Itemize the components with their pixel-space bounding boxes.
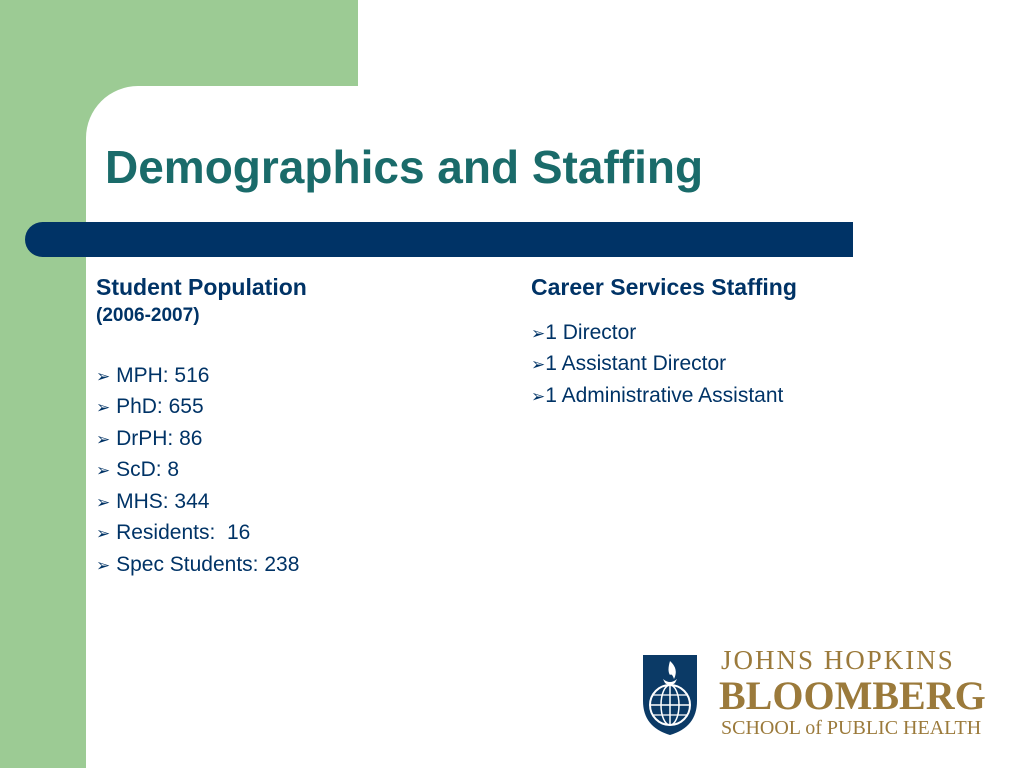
university-seal-icon	[637, 649, 703, 737]
list-item: ➢ MPH: 516	[96, 363, 210, 387]
arrow-bullet-icon: ➢	[96, 524, 111, 543]
career-services-list	[531, 318, 991, 413]
title-underline-bar	[25, 222, 853, 257]
list-item: ➢ DrPH: 86	[96, 426, 203, 450]
logo-line-bloomberg: BLOOMBERG	[719, 673, 986, 718]
list-item: ➢1 Director	[531, 320, 637, 344]
list-item: ➢ ScD: 8	[96, 458, 180, 481]
list-item: ➢ Residents: 16	[96, 521, 251, 544]
arrow-bullet-icon: ➢	[531, 323, 546, 343]
student-population-column	[96, 272, 496, 581]
slide-title: Demographics and Staffing	[105, 141, 704, 193]
arrow-bullet-icon: ➢	[531, 386, 546, 406]
list-item: ➢ Spec Students: 238	[96, 552, 300, 576]
career-services-heading: Career Services Staffing	[531, 274, 797, 300]
arrow-bullet-icon: ➢	[96, 398, 111, 417]
logo-line-school: SCHOOL of PUBLIC HEALTH	[721, 717, 982, 739]
list-item: ➢ MHS: 344	[96, 489, 210, 513]
student-population-heading: Student Population	[96, 274, 307, 300]
student-population-list	[96, 361, 496, 582]
list-item: ➢ PhD: 655	[96, 395, 204, 418]
student-population-year: (2006-2007)	[96, 304, 200, 326]
arrow-bullet-icon: ➢	[96, 555, 111, 575]
arrow-bullet-icon: ➢	[96, 366, 111, 386]
career-services-column	[531, 272, 991, 412]
logo-line-johns-hopkins: JOHNS HOPKINS	[721, 645, 955, 675]
list-item: ➢1 Assistant Director	[531, 352, 727, 375]
jhsph-logo	[637, 645, 987, 745]
arrow-bullet-icon: ➢	[96, 429, 111, 449]
list-item: ➢1 Administrative Assistant	[531, 383, 784, 407]
arrow-bullet-icon: ➢	[96, 492, 111, 512]
arrow-bullet-icon: ➢	[96, 461, 111, 480]
arrow-bullet-icon: ➢	[531, 355, 546, 374]
